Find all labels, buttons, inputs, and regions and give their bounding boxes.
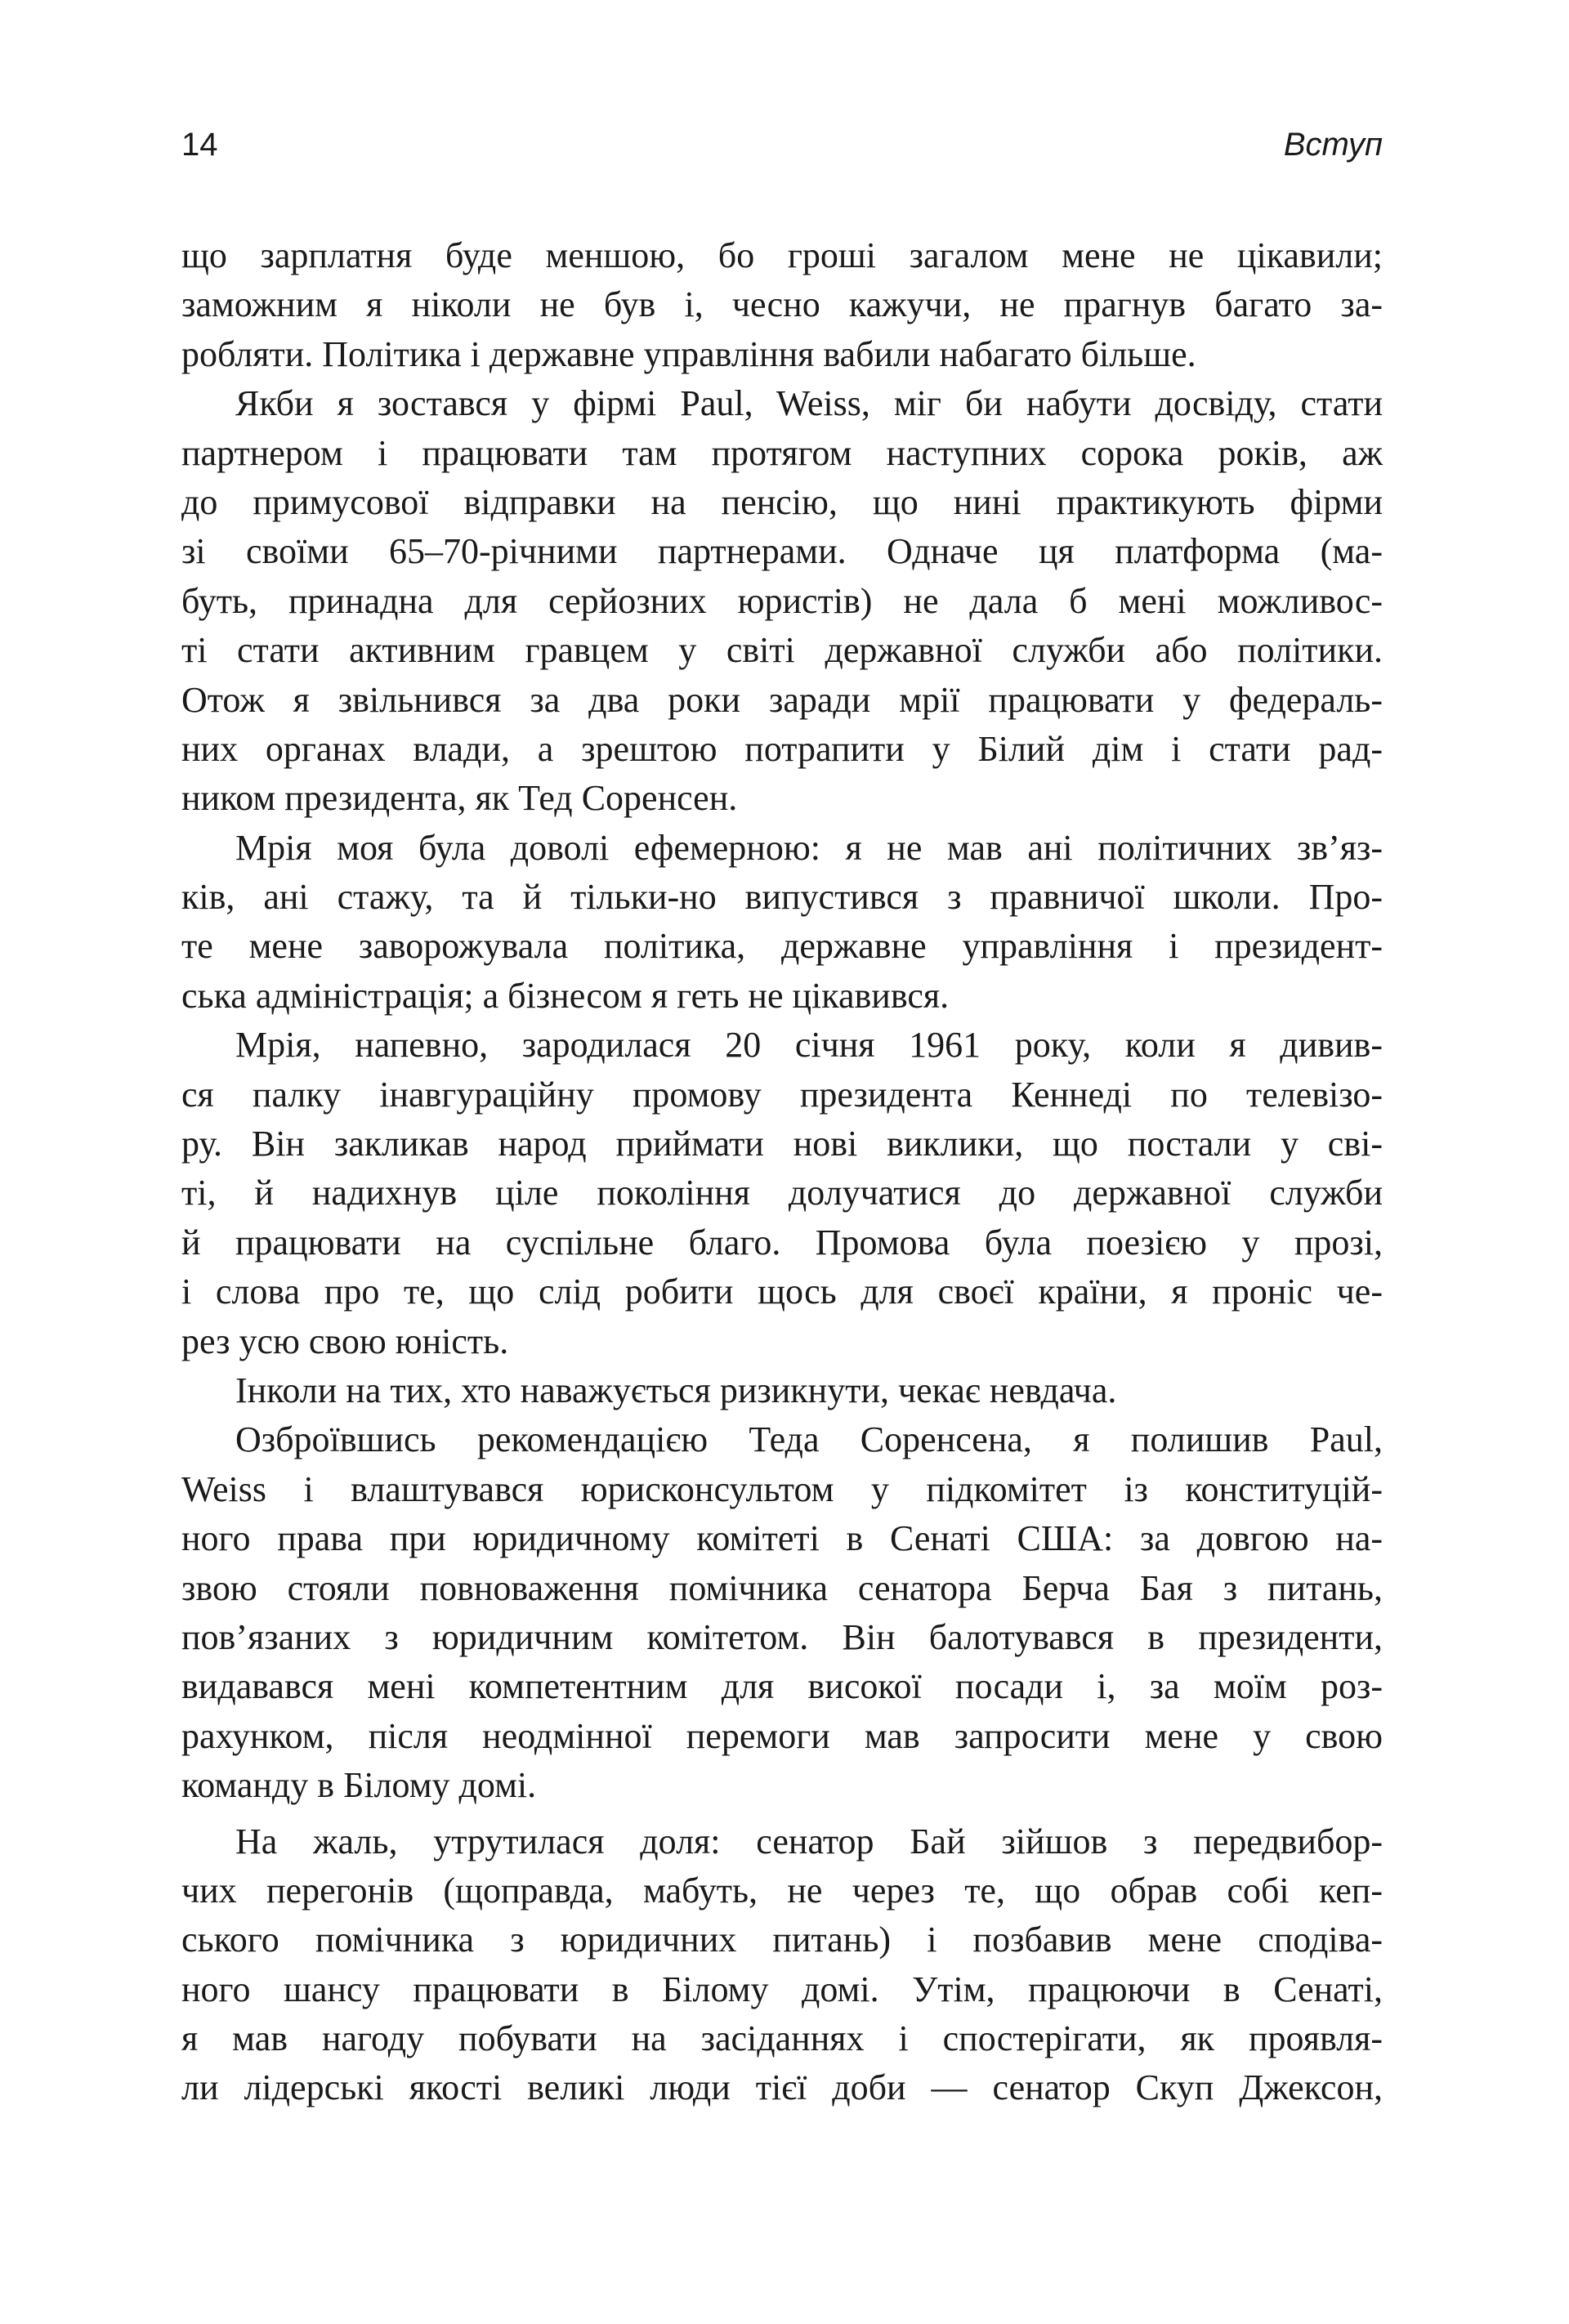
paragraph	[181, 379, 1383, 824]
text-line: зі своїми 65–70-річними партнерами. Одначе ця платформа (ма-	[181, 531, 1383, 572]
text-line: Мрія, напевно, зародилася 20 січня 1961 року, коли я дивив-	[235, 1025, 1383, 1066]
text-line: ті, й надихнув ціле покоління долучатися до державної служби	[181, 1173, 1383, 1213]
paragraph	[181, 231, 1383, 379]
section-title: Вступ	[1283, 127, 1383, 163]
text-line: буть, принадна для серйозних юристів) не дала б мені можливос-	[181, 580, 1383, 621]
text-line: ська адміністрація; а бізнесом я геть не цікавився.	[181, 975, 950, 1016]
text-line: партнером і працювати там протягом наступних сорока років, аж	[181, 432, 1383, 473]
text-line: На жаль, утрутилася доля: сенатор Бай зійшов з передвибор-	[235, 1821, 1383, 1861]
text-line: до примусової відправки на пенсію, що нині практикують фірми	[181, 481, 1383, 522]
paragraph-gap	[181, 1811, 1383, 1817]
paragraph	[181, 1021, 1383, 1366]
text-line: Якби я зостався у фірмі Paul, Weiss, міг би набути досвіду, стати	[235, 383, 1383, 424]
text-line: ного шансу працювати в Білому домі. Утім, працюючи в Сенаті,	[181, 1969, 1383, 2009]
text-line: видавався мені компетентним для високої посади і, за моїм роз-	[181, 1666, 1383, 1707]
text-line: звою стояли повноваження помічника сенатора Берча Бая з питань,	[181, 1567, 1383, 1608]
running-head	[181, 127, 1383, 176]
paragraph	[181, 1415, 1383, 1810]
text-line: Отож я звільнився за два роки заради мрії працювати у федераль-	[181, 679, 1383, 720]
text-line: ного права при юридичному комітеті в Сенаті США: за довгою на-	[181, 1518, 1383, 1559]
text-line: я мав нагоду побувати на засіданнях і спостерігати, як проявля-	[181, 2018, 1383, 2059]
text-line: заможним я ніколи не був і, чесно кажучи, не прагнув багато за-	[181, 284, 1383, 325]
text-line: Мрія моя була доволі ефемерною: я не мав ані політичних зв’яз-	[235, 827, 1383, 868]
text-line: них органах влади, а зрештою потрапити у Білий дім і стати рад-	[181, 728, 1383, 769]
text-line: ру. Він закликав народ приймати нові виклики, що постали у сві-	[181, 1124, 1383, 1164]
page-number: 14	[181, 127, 218, 163]
text-line: пов’язаних з юридичним комітетом. Він балотувався в президенти,	[181, 1616, 1383, 1657]
text-line: рахунком, після неодмінної перемоги мав запросити мене у свою	[181, 1715, 1383, 1756]
paragraph	[181, 1817, 1383, 2113]
paragraph	[181, 824, 1383, 1021]
text-line: чих перегонів (щоправда, мабуть, не через те, що обрав собі кеп-	[181, 1870, 1383, 1911]
text-line: й працювати на суспільне благо. Промова була поезією у прозі,	[181, 1222, 1383, 1263]
paragraph	[181, 1366, 1383, 1415]
text-line: ли лідерські якості великі люди тієї доби — сенатор Скуп Джексон,	[181, 2067, 1383, 2108]
text-line: те мене заворожувала політика, державне управління і президент-	[181, 926, 1383, 967]
body-text	[181, 231, 1383, 2113]
text-line: Інколи на тих, хто наважується ризикнути, чекає невдача.	[235, 1370, 1117, 1410]
text-line: ником президента, як Тед Соренсен.	[181, 778, 738, 819]
text-line: Озброївшись рекомендацією Теда Соренсена, я полишив Paul,	[235, 1419, 1383, 1460]
text-line: робляти. Політика і державне управління вабили набагато більше.	[181, 333, 1196, 374]
text-line: що зарплатня буде меншою, бо гроші загалом мене не цікавили;	[181, 235, 1383, 275]
text-line: рез усю свою юність.	[181, 1321, 509, 1361]
text-line: команду в Білому домі.	[181, 1765, 537, 1806]
text-line: ського помічника з юридичних питань) і позбавив мене сподіва-	[181, 1920, 1383, 1960]
text-line: і слова про те, що слід робити щось для своєї країни, я проніс че-	[181, 1271, 1383, 1312]
text-line: ті стати активним гравцем у світі державної служби або політики.	[181, 630, 1383, 671]
text-line: ся палку інавгураційну промову президента Кеннеді по телевізо-	[181, 1074, 1383, 1115]
text-line: ків, ані стажу, та й тільки-но випустився з правничої школи. Про-	[181, 877, 1383, 918]
text-line: Weiss і влаштувався юрисконсультом у підкомітет із конституцій-	[181, 1468, 1383, 1509]
